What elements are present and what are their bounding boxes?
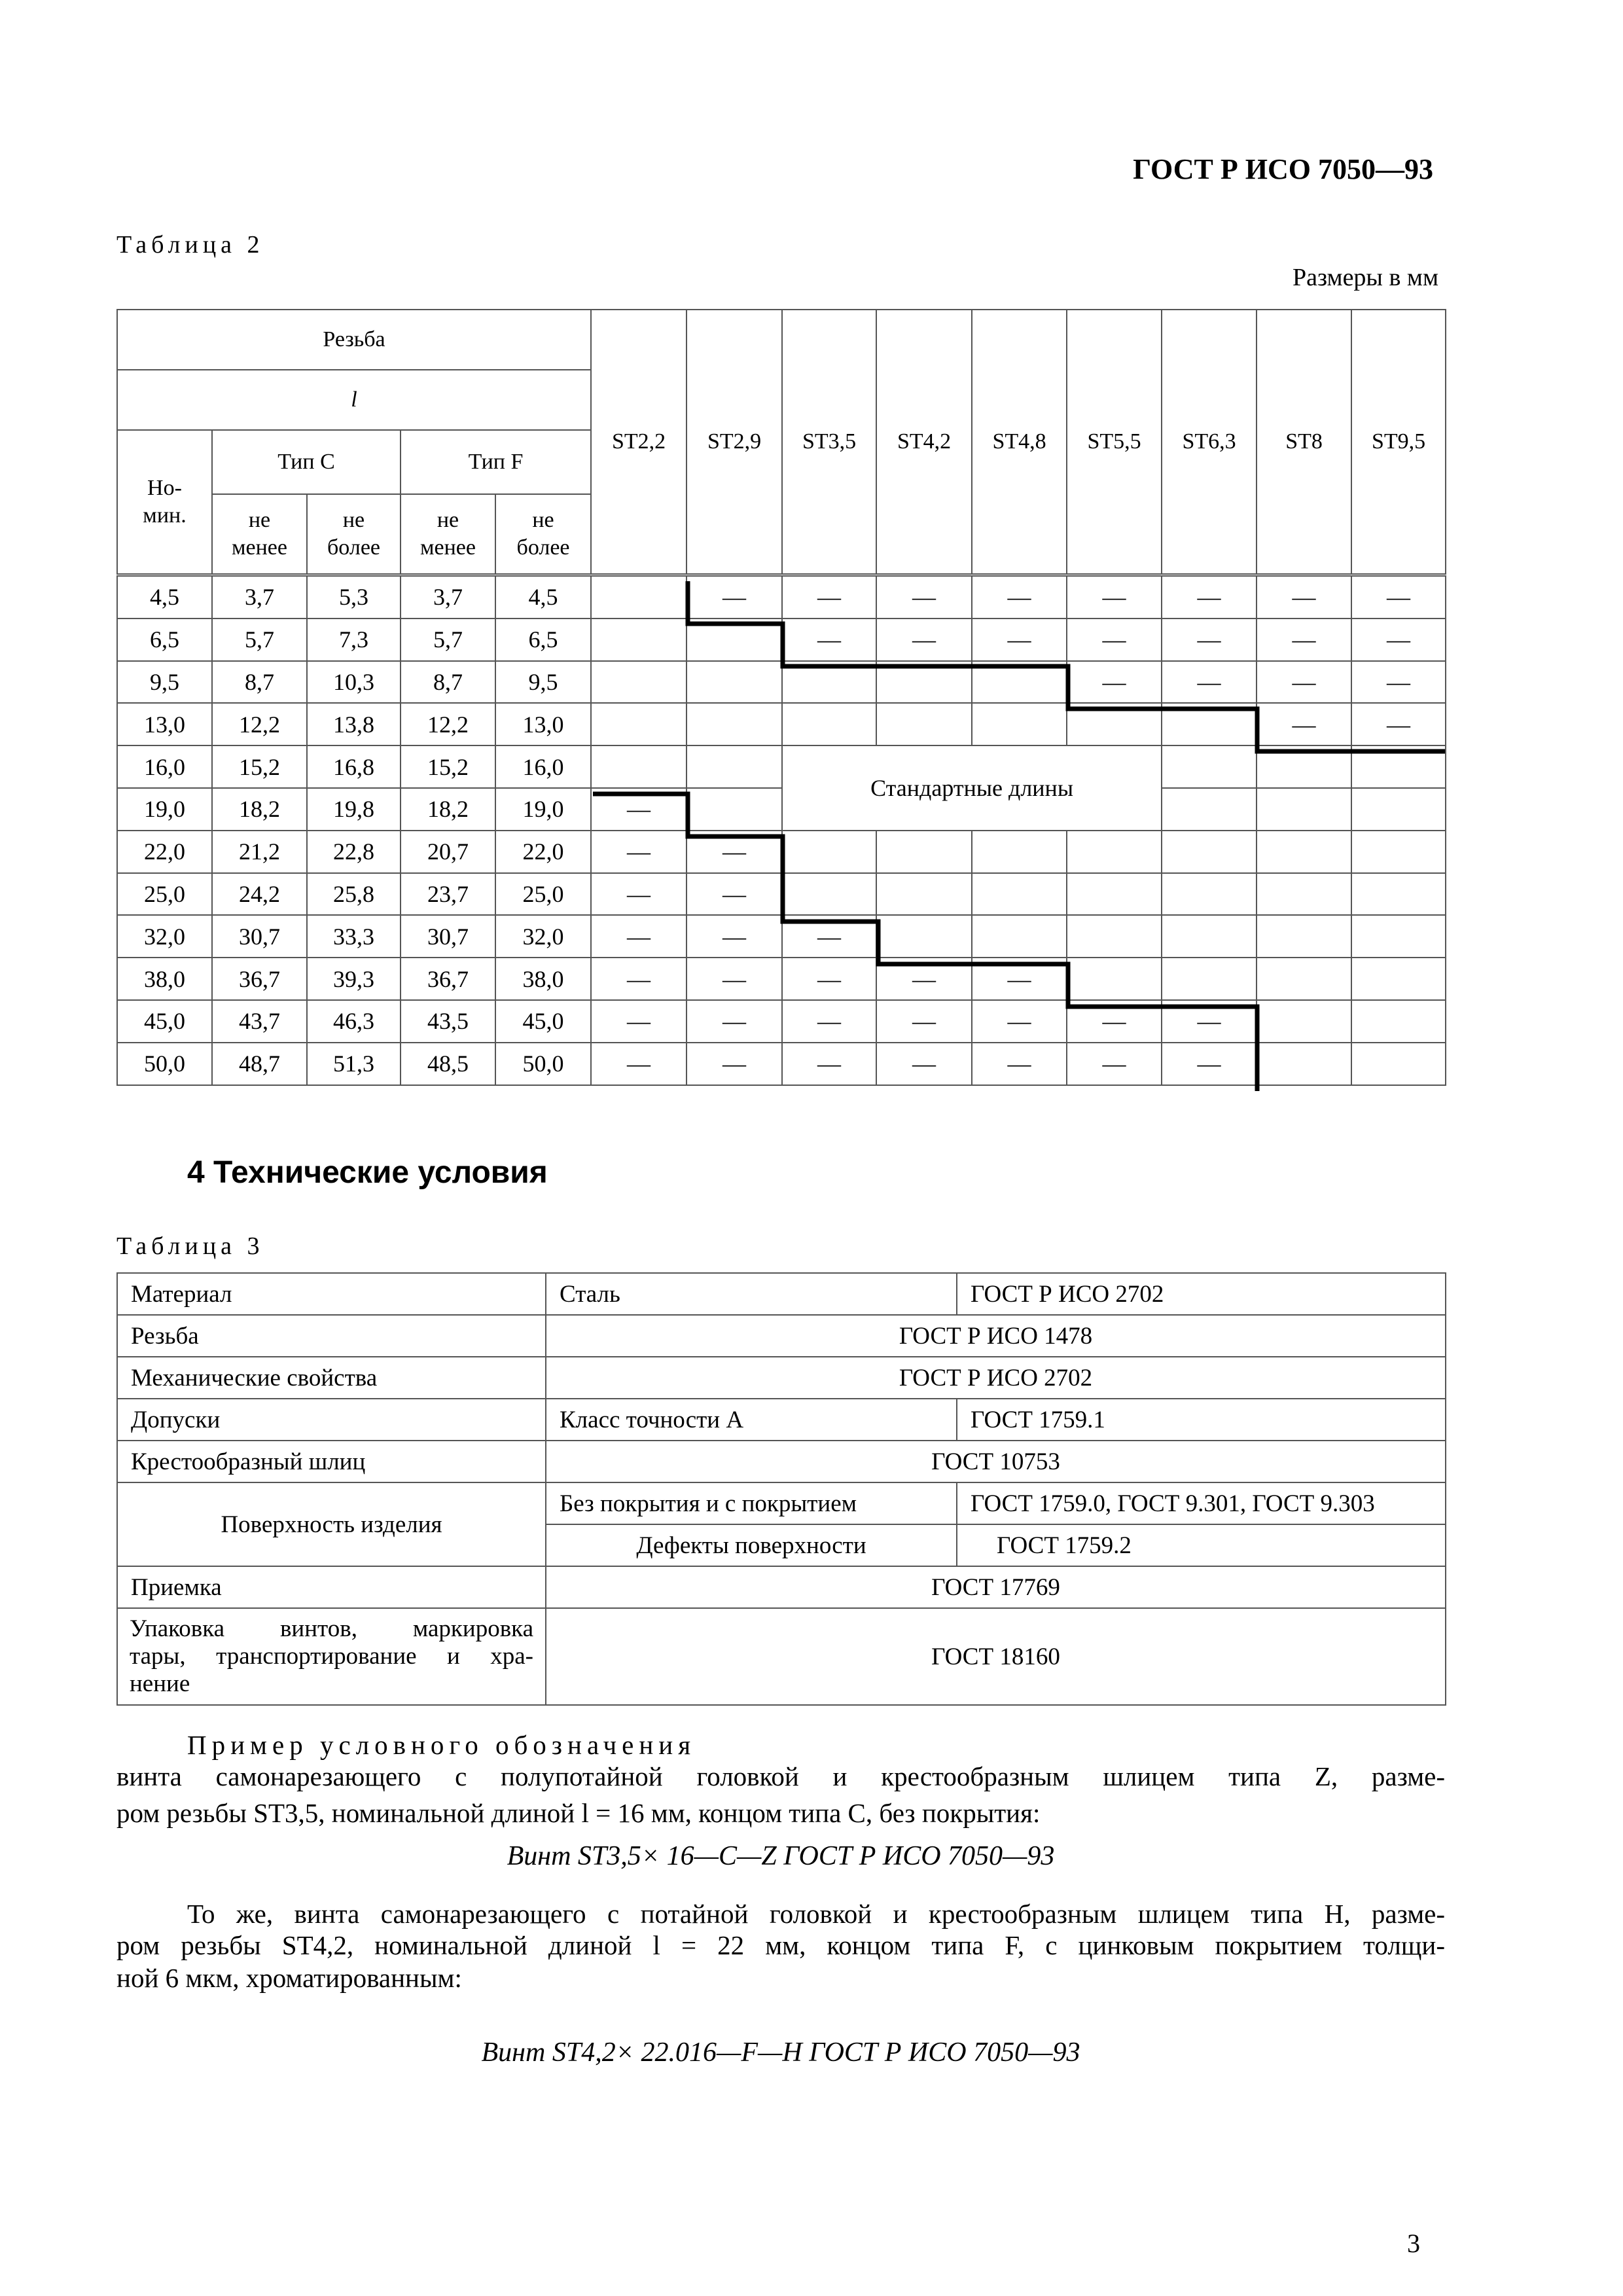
size-cell — [591, 661, 687, 704]
size-cell: — — [591, 915, 687, 958]
size-cell — [1162, 703, 1257, 745]
size-header: ST6,3 — [1162, 310, 1257, 575]
size-cell: — — [1067, 1000, 1162, 1043]
material-std: ГОСТ Р ИСО 2702 — [957, 1273, 1446, 1315]
size-cell: — — [782, 575, 876, 619]
coating-std: ГОСТ 1759.0, ГОСТ 9.301, ГОСТ 9.303 — [957, 1482, 1446, 1524]
table-row — [117, 958, 1446, 1000]
size-cell: — — [1351, 619, 1446, 661]
size-cell: — — [972, 1000, 1067, 1043]
length-cell-c-max: 33,3 — [307, 915, 401, 958]
size-cell: — — [591, 1000, 687, 1043]
table-row — [117, 575, 1446, 619]
size-cell: — — [1067, 1043, 1162, 1085]
table-row — [117, 619, 1446, 661]
size-cell: — — [972, 619, 1067, 661]
standard-lengths-label: Стандартные длины — [782, 745, 1162, 831]
page-number: 3 — [1407, 2229, 1420, 2258]
size-cell: — — [1162, 575, 1257, 619]
table2-caption: Таблица 2 — [116, 231, 264, 259]
size-cell — [972, 661, 1067, 704]
size-cell — [876, 915, 972, 958]
max-header: не более — [307, 494, 401, 575]
length-cell-c-min: 30,7 — [212, 915, 307, 958]
packing-line: Упаковка винтов, маркировка — [130, 1615, 533, 1642]
size-cell — [1257, 1043, 1351, 1085]
size-cell — [1257, 1000, 1351, 1043]
length-cell-c-min: 12,2 — [212, 703, 307, 745]
size-cell: — — [687, 1000, 782, 1043]
min-header: не менее — [212, 494, 307, 575]
size-header: ST4,2 — [876, 310, 972, 575]
size-cell: — — [972, 958, 1067, 1000]
size-cell — [1351, 958, 1446, 1000]
length-cell-f-max: 19,0 — [495, 788, 591, 831]
slot-std: ГОСТ 10753 — [546, 1441, 1446, 1482]
size-cell: — — [1162, 1000, 1257, 1043]
size-header: ST8 — [1257, 310, 1351, 575]
size-cell — [1257, 745, 1351, 788]
example-text-line: ром резьбы ST3,5, номинальной длиной l = 16 мм, концом типа C, без покрытия: — [116, 1798, 1041, 1828]
size-cell — [1351, 1043, 1446, 1085]
length-cell-nom: 50,0 — [117, 1043, 212, 1085]
table-row — [117, 1357, 1446, 1399]
size-cell: — — [1257, 575, 1351, 619]
size-cell — [782, 661, 876, 704]
length-cell-c-max: 5,3 — [307, 575, 401, 619]
max-header: не более — [495, 494, 591, 575]
acceptance-std: ГОСТ 17769 — [546, 1566, 1446, 1608]
size-cell — [782, 831, 876, 873]
length-cell-c-max: 39,3 — [307, 958, 401, 1000]
size-cell: — — [1257, 619, 1351, 661]
length-cell-c-min: 18,2 — [212, 788, 307, 831]
table2-body — [117, 575, 1446, 1085]
size-cell — [687, 619, 782, 661]
table-row — [117, 1608, 1446, 1705]
slot-label: Крестообразный шлиц — [117, 1441, 546, 1482]
size-header: ST3,5 — [782, 310, 876, 575]
size-cell: — — [687, 831, 782, 873]
nominal-header: Но- мин. — [117, 430, 212, 575]
table-row — [117, 1399, 1446, 1441]
size-header: ST5,5 — [1067, 310, 1162, 575]
min-header: не менее — [401, 494, 495, 575]
designation-example-1: Винт ST3,5× 16—C—Z ГОСТ Р ИСО 7050—93 — [507, 1841, 1055, 1871]
table-row — [117, 831, 1446, 873]
length-cell-f-min: 48,5 — [401, 1043, 495, 1085]
size-cell — [876, 661, 972, 704]
table-row — [117, 1000, 1446, 1043]
length-cell-nom: 32,0 — [117, 915, 212, 958]
table-row — [117, 1441, 1446, 1482]
length-cell-nom: 25,0 — [117, 873, 212, 916]
length-cell-nom: 45,0 — [117, 1000, 212, 1043]
table-row — [117, 661, 1446, 704]
packing-line: тары, транспортирование и хра- — [130, 1643, 533, 1670]
length-cell-c-max: 10,3 — [307, 661, 401, 704]
size-cell: — — [687, 575, 782, 619]
size-cell — [1162, 745, 1257, 788]
example-heading: Пример условного обозначения — [187, 1730, 696, 1760]
size-cell — [1257, 958, 1351, 1000]
size-cell — [972, 703, 1067, 745]
table2-units: Размеры в мм — [1293, 264, 1438, 291]
length-cell-f-min: 15,2 — [401, 745, 495, 788]
size-cell — [591, 575, 687, 619]
size-cell: — — [1257, 703, 1351, 745]
example-text-line: ной 6 мкм, хроматированным: — [116, 1963, 462, 1993]
size-cell: — — [687, 873, 782, 916]
size-cell: — — [1162, 619, 1257, 661]
length-cell-f-min: 23,7 — [401, 873, 495, 916]
section-4-title: 4 Технические условия — [187, 1155, 548, 1190]
length-cell-f-min: 36,7 — [401, 958, 495, 1000]
table-row — [117, 788, 1446, 831]
size-cell: — — [1257, 661, 1351, 704]
size-cell: — — [876, 619, 972, 661]
size-cell — [1162, 788, 1257, 831]
length-cell-c-max: 7,3 — [307, 619, 401, 661]
length-cell-c-min: 8,7 — [212, 661, 307, 704]
length-cell-nom: 16,0 — [117, 745, 212, 788]
table-row — [117, 745, 1446, 788]
table-row — [117, 1043, 1446, 1085]
material-value: Сталь — [546, 1273, 957, 1315]
table2 — [116, 309, 1446, 1086]
size-cell: — — [782, 915, 876, 958]
length-cell-f-min: 20,7 — [401, 831, 495, 873]
size-header: ST2,2 — [591, 310, 687, 575]
length-cell-f-max: 4,5 — [495, 575, 591, 619]
length-cell-f-min: 8,7 — [401, 661, 495, 704]
size-cell — [1067, 958, 1162, 1000]
size-cell: — — [972, 575, 1067, 619]
table3 — [116, 1272, 1446, 1706]
coating-label: Без покрытия и с покрытием — [546, 1482, 957, 1524]
acceptance-label: Приемка — [117, 1566, 546, 1608]
length-cell-f-min: 18,2 — [401, 788, 495, 831]
size-cell — [687, 745, 782, 788]
size-cell — [687, 661, 782, 704]
size-header: ST9,5 — [1351, 310, 1446, 575]
length-cell-nom: 22,0 — [117, 831, 212, 873]
size-cell: — — [1067, 661, 1162, 704]
length-cell-f-min: 5,7 — [401, 619, 495, 661]
size-cell — [1257, 831, 1351, 873]
size-cell: — — [972, 1043, 1067, 1085]
size-cell: — — [1351, 703, 1446, 745]
size-cell — [1067, 915, 1162, 958]
size-header: ST4,8 — [972, 310, 1067, 575]
size-cell: — — [687, 958, 782, 1000]
size-cell: — — [1351, 575, 1446, 619]
size-cell: — — [876, 575, 972, 619]
length-cell-c-min: 43,7 — [212, 1000, 307, 1043]
size-cell — [1351, 873, 1446, 916]
size-cell: — — [591, 1043, 687, 1085]
surface-label: Поверхность изделия — [117, 1482, 546, 1566]
length-cell-f-max: 22,0 — [495, 831, 591, 873]
table-row — [117, 1273, 1446, 1315]
size-cell: — — [591, 958, 687, 1000]
size-cell — [1067, 703, 1162, 745]
length-cell-c-min: 24,2 — [212, 873, 307, 916]
designation-example-2: Винт ST4,2× 22.016—F—H ГОСТ Р ИСО 7050—93 — [481, 2037, 1080, 2068]
size-header: ST2,9 — [687, 310, 782, 575]
example-text-line: То же, винта самонарезающего с потайной головкой и крестообразным шлицем типа H, разме- — [187, 1899, 1445, 1929]
table3-caption: Таблица 3 — [116, 1232, 264, 1260]
length-cell-c-max: 13,8 — [307, 703, 401, 745]
table-row — [117, 1482, 1446, 1524]
length-cell-f-min: 30,7 — [401, 915, 495, 958]
size-cell — [591, 619, 687, 661]
size-cell — [1162, 915, 1257, 958]
length-cell-c-min: 48,7 — [212, 1043, 307, 1085]
size-cell — [1351, 915, 1446, 958]
length-cell-c-max: 46,3 — [307, 1000, 401, 1043]
size-cell: — — [591, 831, 687, 873]
size-cell — [591, 745, 687, 788]
length-cell-f-min: 3,7 — [401, 575, 495, 619]
size-cell: — — [782, 1000, 876, 1043]
length-cell-f-max: 16,0 — [495, 745, 591, 788]
size-cell: — — [876, 1000, 972, 1043]
length-cell-f-max: 45,0 — [495, 1000, 591, 1043]
length-cell-c-max: 16,8 — [307, 745, 401, 788]
table-row — [117, 703, 1446, 745]
packing-line: нение — [130, 1670, 190, 1697]
length-cell-nom: 9,5 — [117, 661, 212, 704]
table-row — [117, 1315, 1446, 1357]
size-cell — [1067, 873, 1162, 916]
length-cell-f-max: 6,5 — [495, 619, 591, 661]
size-cell: — — [591, 788, 687, 831]
length-cell-f-max: 32,0 — [495, 915, 591, 958]
size-cell — [1351, 745, 1446, 788]
length-cell-f-max: 38,0 — [495, 958, 591, 1000]
length-cell-c-min: 5,7 — [212, 619, 307, 661]
length-cell-nom: 13,0 — [117, 703, 212, 745]
document-id: ГОСТ Р ИСО 7050—93 — [1133, 153, 1433, 185]
length-cell-f-max: 50,0 — [495, 1043, 591, 1085]
size-cell: — — [876, 1043, 972, 1085]
table-row — [117, 915, 1446, 958]
thread-header: Резьба — [117, 310, 591, 370]
length-cell-c-max: 51,3 — [307, 1043, 401, 1085]
size-cell: — — [687, 915, 782, 958]
size-cell: — — [1162, 1043, 1257, 1085]
example-text-line: ром резьбы ST4,2, номинальной длиной l = 22 мм, концом типа F, с цинковым покрытием толщи- — [116, 1930, 1445, 1960]
size-cell: — — [591, 873, 687, 916]
size-cell: — — [782, 1043, 876, 1085]
size-cell — [972, 915, 1067, 958]
length-cell-f-max: 13,0 — [495, 703, 591, 745]
size-cell: — — [687, 1043, 782, 1085]
length-cell-nom: 4,5 — [117, 575, 212, 619]
length-symbol: l — [117, 370, 591, 430]
size-cell — [972, 873, 1067, 916]
length-cell-c-max: 22,8 — [307, 831, 401, 873]
tolerances-value: Класс точности А — [546, 1399, 957, 1441]
length-cell-f-min: 43,5 — [401, 1000, 495, 1043]
size-cell: — — [782, 958, 876, 1000]
length-cell-nom: 6,5 — [117, 619, 212, 661]
example-text-line: винта самонарезающего с полупотайной головкой и крестообразным шлицем типа Z, разме- — [116, 1761, 1445, 1791]
size-cell: — — [1162, 661, 1257, 704]
size-cell — [876, 703, 972, 745]
mechanical-label: Механические свойства — [117, 1357, 546, 1399]
size-cell — [1162, 831, 1257, 873]
length-cell-f-min: 12,2 — [401, 703, 495, 745]
size-cell — [1351, 831, 1446, 873]
length-cell-c-min: 3,7 — [212, 575, 307, 619]
length-cell-nom: 38,0 — [117, 958, 212, 1000]
packing-std: ГОСТ 18160 — [546, 1608, 1446, 1705]
table-row — [117, 873, 1446, 916]
size-cell — [687, 703, 782, 745]
thread-label: Резьба — [117, 1315, 546, 1357]
type-c-header: Тип C — [212, 430, 401, 494]
size-cell — [1257, 873, 1351, 916]
length-cell-c-min: 15,2 — [212, 745, 307, 788]
size-cell: — — [1067, 575, 1162, 619]
size-cell — [1351, 788, 1446, 831]
length-cell-f-max: 25,0 — [495, 873, 591, 916]
tolerances-label: Допуски — [117, 1399, 546, 1441]
size-cell — [687, 788, 782, 831]
size-cell — [782, 703, 876, 745]
size-cell: — — [782, 619, 876, 661]
type-f-header: Тип F — [401, 430, 591, 494]
mechanical-std: ГОСТ Р ИСО 2702 — [546, 1357, 1446, 1399]
size-cell — [782, 873, 876, 916]
size-cell — [876, 831, 972, 873]
size-cell — [591, 703, 687, 745]
material-label: Материал — [117, 1273, 546, 1315]
size-cell — [1067, 831, 1162, 873]
size-cell: — — [1067, 619, 1162, 661]
length-cell-c-min: 21,2 — [212, 831, 307, 873]
defects-label: Дефекты поверхности — [546, 1524, 957, 1566]
thread-std: ГОСТ Р ИСО 1478 — [546, 1315, 1446, 1357]
size-cell — [1351, 1000, 1446, 1043]
size-cell — [1162, 958, 1257, 1000]
length-cell-f-max: 9,5 — [495, 661, 591, 704]
length-cell-c-max: 19,8 — [307, 788, 401, 831]
length-cell-c-min: 36,7 — [212, 958, 307, 1000]
packing-label — [117, 1608, 546, 1705]
size-cell: — — [876, 958, 972, 1000]
size-cell: — — [1351, 661, 1446, 704]
size-cell — [1257, 788, 1351, 831]
length-cell-nom: 19,0 — [117, 788, 212, 831]
size-cell — [1162, 873, 1257, 916]
size-cell — [1257, 915, 1351, 958]
size-cell — [972, 831, 1067, 873]
length-cell-c-max: 25,8 — [307, 873, 401, 916]
size-cell — [876, 873, 972, 916]
defects-std: ГОСТ 1759.2 — [957, 1524, 1446, 1566]
table-row — [117, 1566, 1446, 1608]
tolerances-std: ГОСТ 1759.1 — [957, 1399, 1446, 1441]
